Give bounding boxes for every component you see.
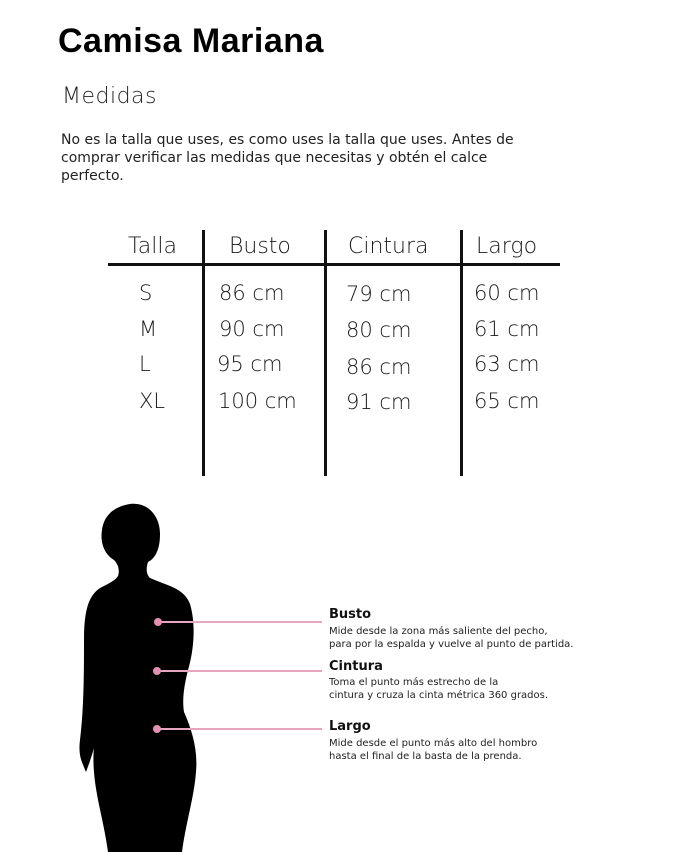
table-cell-size: S — [139, 281, 153, 305]
busto-marker-dot — [154, 618, 162, 626]
intro-text — [61, 131, 561, 185]
largo-marker-dot — [153, 725, 161, 733]
largo-marker-line — [157, 728, 322, 730]
table-header-divider — [108, 263, 560, 266]
table-header-cintura: Cintura — [348, 234, 429, 259]
table-cell-largo: 63 cm — [474, 352, 540, 376]
intro-line: perfecto. — [61, 168, 124, 184]
largo-desc-line: Mide desde el punto más alto del hombro — [329, 738, 538, 749]
largo-title: Largo — [329, 719, 371, 734]
table-header-largo: Largo — [476, 234, 538, 259]
table-cell-largo: 61 cm — [474, 317, 540, 341]
busto-description — [329, 625, 609, 651]
largo-desc-line: hasta el final de la basta de la prenda. — [329, 751, 522, 762]
table-cell-size: M — [139, 317, 158, 341]
intro-line: No es la talla que uses, es como uses la talla que uses. Antes de — [61, 132, 514, 148]
cintura-desc-line: Toma el punto más estrecho de la — [329, 677, 499, 688]
table-header-talla: Talla — [128, 234, 177, 259]
column-divider — [202, 230, 205, 476]
largo-description — [329, 737, 609, 763]
busto-desc-line: Mide desde la zona más saliente del pecho, — [329, 626, 548, 637]
busto-title: Busto — [329, 607, 372, 622]
cintura-title: Cintura — [329, 659, 383, 674]
page-title: Camisa Mariana — [58, 22, 324, 60]
table-cell-cintura: 80 cm — [346, 318, 412, 342]
cintura-description — [329, 676, 609, 702]
cintura-marker-dot — [153, 667, 161, 675]
cintura-marker-line — [157, 670, 322, 672]
table-cell-busto: 86 cm — [219, 281, 285, 305]
table-cell-busto: 90 cm — [219, 317, 285, 341]
table-cell-size: XL — [139, 389, 166, 413]
female-body-silhouette-icon — [60, 500, 220, 852]
table-cell-cintura: 91 cm — [346, 390, 412, 414]
column-divider — [324, 230, 327, 476]
table-cell-cintura: 79 cm — [346, 282, 412, 306]
table-cell-size: L — [139, 352, 151, 376]
table-cell-largo: 65 cm — [474, 389, 540, 413]
column-divider — [460, 230, 463, 476]
busto-desc-line: para por la espalda y vuelve al punto de partida. — [329, 639, 574, 650]
cintura-desc-line: cintura y cruza la cinta métrica 360 grados. — [329, 690, 549, 701]
table-cell-largo: 60 cm — [474, 281, 540, 305]
section-subtitle: Medidas — [62, 84, 158, 109]
table-cell-cintura: 86 cm — [346, 355, 412, 379]
busto-marker-line — [158, 621, 322, 623]
table-cell-busto: 100 cm — [218, 389, 297, 413]
intro-line: comprar verificar las medidas que necesitas y obtén el calce — [61, 150, 488, 166]
table-cell-busto: 95 cm — [217, 352, 283, 376]
table-header-busto: Busto — [229, 234, 291, 259]
